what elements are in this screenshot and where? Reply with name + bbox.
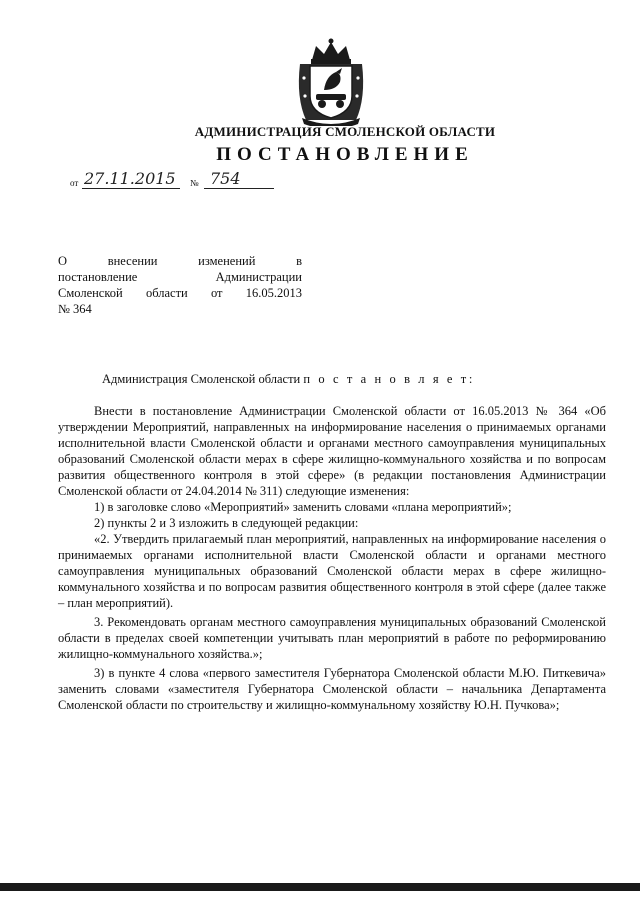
number-prefix: № — [190, 178, 199, 188]
body-paragraph: 3) в пункте 4 слова «первого заместителя Губернатора Смоленской области М.Ю. Питкевича» заменить словами «заместителя Губернатора Смоленской области – начальника Департамента Смоленской области по строительству и жилищно-коммунальному хозяйству Ю.Н. Пучкова»; — [58, 666, 606, 712]
document-subject — [58, 253, 302, 317]
intro-spaced-verb: п о с т а н о в л я е т: — [303, 372, 475, 386]
date-underline — [82, 188, 180, 189]
subject-line: О внесении изменений в — [58, 254, 302, 268]
handwritten-number: 754 — [210, 169, 241, 188]
organization-title: АДМИНИСТРАЦИЯ СМОЛЕНСКОЙ ОБЛАСТИ — [194, 124, 496, 139]
date-number-line — [70, 171, 290, 191]
document-body — [58, 403, 606, 713]
body-paragraph: Внести в постановление Администрации Смоленской области от 16.05.2013 № 364 «Об утверждении Мероприятий, направленных на информирование населения о принимаемых органами исполнительной власти Смоленской области и органами местного самоуправления муниципальных образований Смоленской области мерах в сфере жилищно-коммунального хозяйства и по вопросам развития общественного контроля в этой сфере» (в редакции постановления Администрации Смоленской области от 24.04.2014 № 311) следующие изменения: — [58, 404, 606, 498]
coat-of-arms-icon — [294, 38, 368, 126]
subject-line: постановление Администрации — [58, 270, 302, 284]
body-paragraph: 1) в заголовке слово «Мероприятий» заменить словами «плана мероприятий»; — [94, 500, 512, 514]
handwritten-date: 27.11.2015 — [84, 169, 176, 188]
body-paragraph: 3. Рекомендовать органам местного самоуправления муниципальных образований Смоленской области в пределах своей компетенции учитывать план мероприятий в работе по реформированию жилищно-коммунального хозяйства.»; — [58, 615, 606, 661]
number-underline — [204, 188, 274, 189]
body-paragraph: «2. Утвердить прилагаемый план мероприятий, направленных на информирование населения о принимаемых органами исполнительной власти Смоленской области и органами местного самоуправления муниципальных образований Смоленской области мерах в сфере жилищно-коммунального хозяйства и по вопросам развития общественного контроля в этой сфере (далее также – план мероприятий). — [58, 532, 606, 610]
subject-line: № 364 — [58, 302, 92, 316]
bottom-border — [0, 883, 640, 891]
date-prefix: от — [70, 178, 79, 188]
document-type-title: ПОСТАНОВЛЕНИЕ — [216, 144, 474, 165]
subject-line: Смоленской области от 16.05.2013 — [58, 286, 302, 300]
resolution-intro — [102, 372, 475, 387]
body-paragraph: 2) пункты 2 и 3 изложить в следующей редакции: — [94, 516, 359, 530]
intro-text: Администрация Смоленской области — [102, 372, 301, 386]
